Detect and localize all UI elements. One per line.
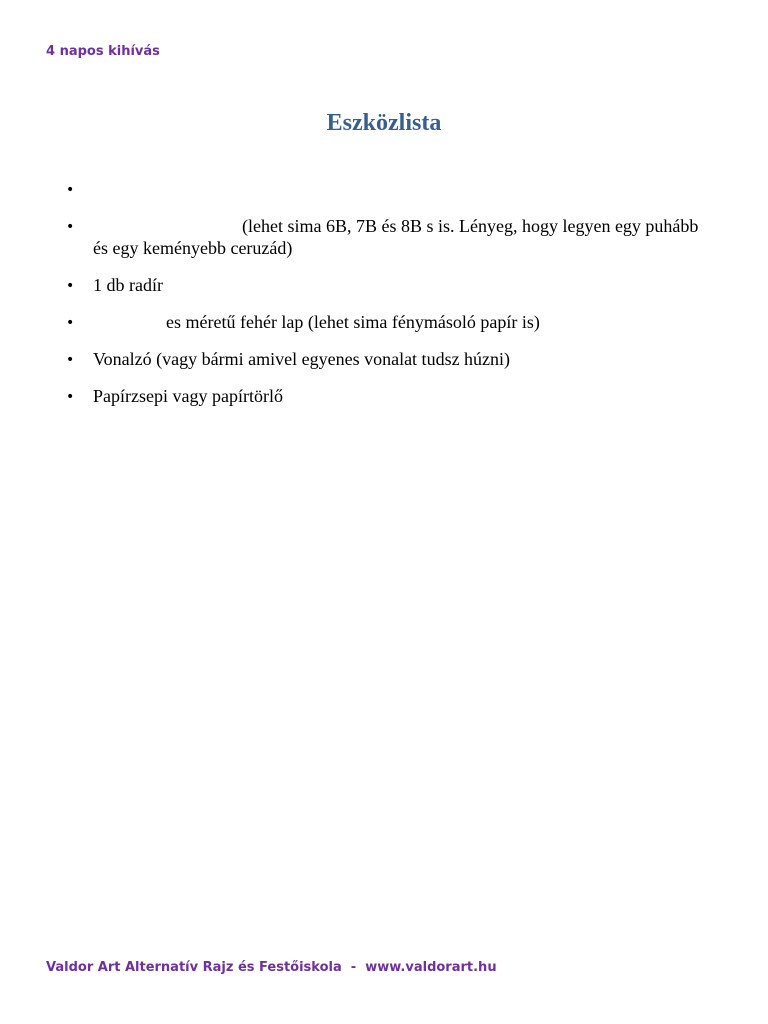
bullet-icon: • [66,389,75,405]
list-item-text: (lehet sima 6B, 7B és 8B s is. Lényeg, hogy legyen egy puhább és egy keményebb ceruzád) [93,216,699,258]
bullet-icon: • [66,315,75,331]
bullet-icon: • [66,352,75,368]
list-item-text: es méretű fehér lap (lehet sima fénymásoló papír is) [166,312,540,332]
list-item [66,178,706,200]
list-item [66,274,706,296]
list-item [66,348,706,370]
list-item [66,215,706,259]
bullet-icon: • [66,278,75,294]
tool-list [66,178,706,407]
list-item-text: Vonalzó (vagy bármi amivel egyenes vonalat tudsz húzni) [93,349,511,369]
list-item-text: Papírzsepi vagy papírtörlő [93,386,283,406]
header-tag: 4 napos kihívás [46,44,160,59]
list-item-text: 1 db radír [93,275,163,295]
bullet-icon: • [66,182,75,198]
list-item [66,385,706,407]
bullet-icon: • [66,219,75,235]
page-title: Eszközlista [326,110,442,136]
list-item [66,311,706,333]
footer-text: Valdor Art Alternatív Rajz és Festőiskola - www.valdorart.hu [46,960,497,975]
